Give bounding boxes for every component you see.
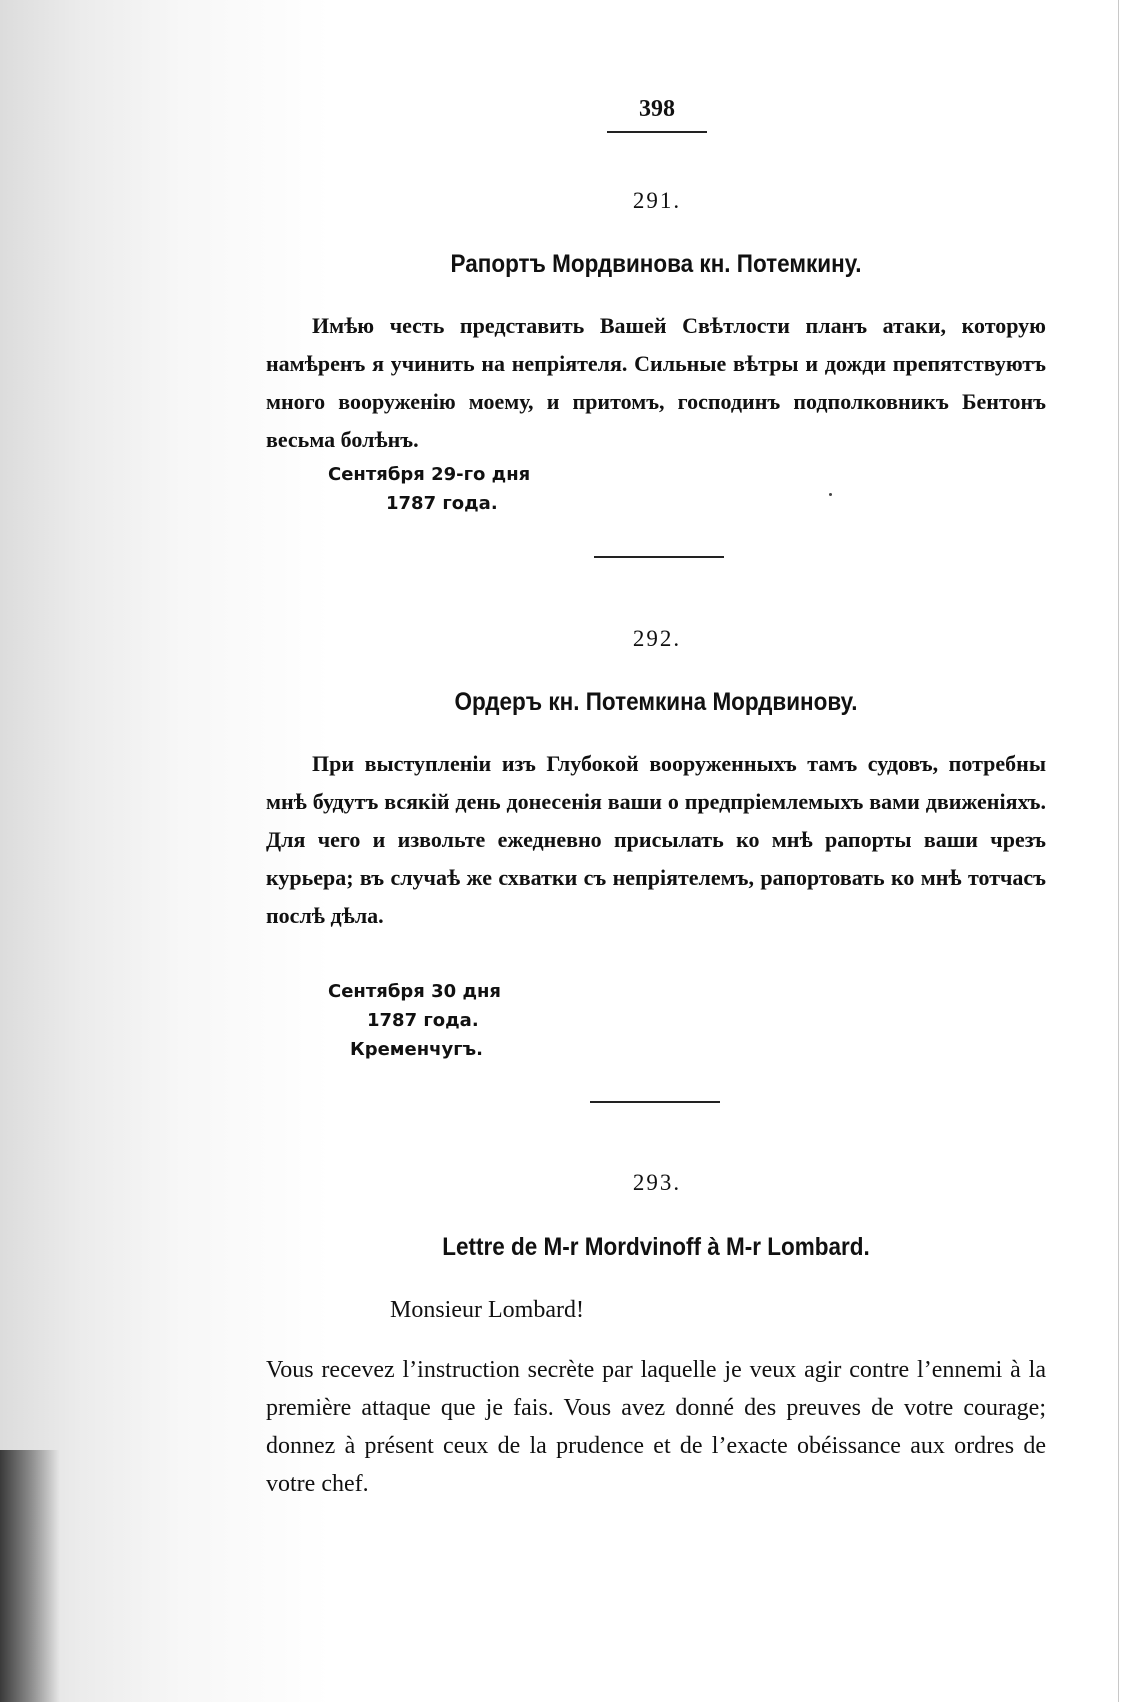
- entry-body-text-293: Vous recevez l’instruction secrète par laquelle je veux agir contre l’ennemi à la première attaque que je fais. Vous avez donné des preuves de votre courage; donnez à présent ceux de la prudence et de l’exacte obéissance aux ordres de votre chef.: [266, 1357, 1046, 1497]
- entry-title-293: Lettre de M-r Mordvinoff à M-r Lombard.: [442, 1233, 870, 1261]
- speck-mark: [829, 493, 832, 496]
- section-separator: [590, 1101, 720, 1103]
- entry-body-text-291: Имѣю честь представить Вашей Свѣтлости планъ атаки, которую намѣренъ я учинить на непріятеля. Сильные вѣтры и дожди препятствуютъ много вооруженію моему, и притомъ, господинъ подполковникъ Бентонъ весьма болѣнъ.: [266, 313, 1046, 452]
- entry-body-292: [266, 745, 1046, 935]
- letter-salutation: Monsieur Lombard!: [390, 1297, 584, 1323]
- page-number: 398: [639, 96, 675, 122]
- section-separator: [594, 556, 724, 558]
- entry-number-293: 293.: [632, 1170, 682, 1195]
- entry-body-293: [266, 1351, 1046, 1503]
- page-number-rule: [607, 131, 707, 133]
- entry-date-291-line-1: Сентября 29-го дня: [328, 464, 531, 485]
- entry-number-292: 292.: [632, 626, 682, 651]
- entry-body-text-292: При выступленіи изъ Глубокой вооруженныхъ тамъ судовъ, потребны мнѣ будутъ всякій день донесенія ваши о предпріемлемыхъ вами движеніяхъ. Для чего и извольте ежедневно присылать ко мнѣ рапорты ваши чрезъ курьера; въ случаѣ же схватки съ непріятелемъ, рапортовать ко мнѣ тотчасъ послѣ дѣла.: [266, 751, 1046, 928]
- entry-date-291-line-2: 1787 года.: [386, 493, 498, 514]
- entry-body-291: [266, 307, 1046, 459]
- entry-date-292-line-2: 1787 года.: [367, 1010, 479, 1031]
- page-edge-shadow: [0, 1450, 60, 1702]
- right-margin-line: [1118, 0, 1119, 1702]
- entry-title-291: Рапортъ Мордвинова кн. Потемкину.: [450, 250, 862, 278]
- entry-date-292-line-3: Кременчугъ.: [350, 1039, 484, 1060]
- entry-date-292-line-1: Сентября 30 дня: [328, 981, 501, 1002]
- entry-number-291: 291.: [632, 188, 682, 213]
- entry-title-292: Ордеръ кн. Потемкина Мордвинову.: [454, 688, 858, 716]
